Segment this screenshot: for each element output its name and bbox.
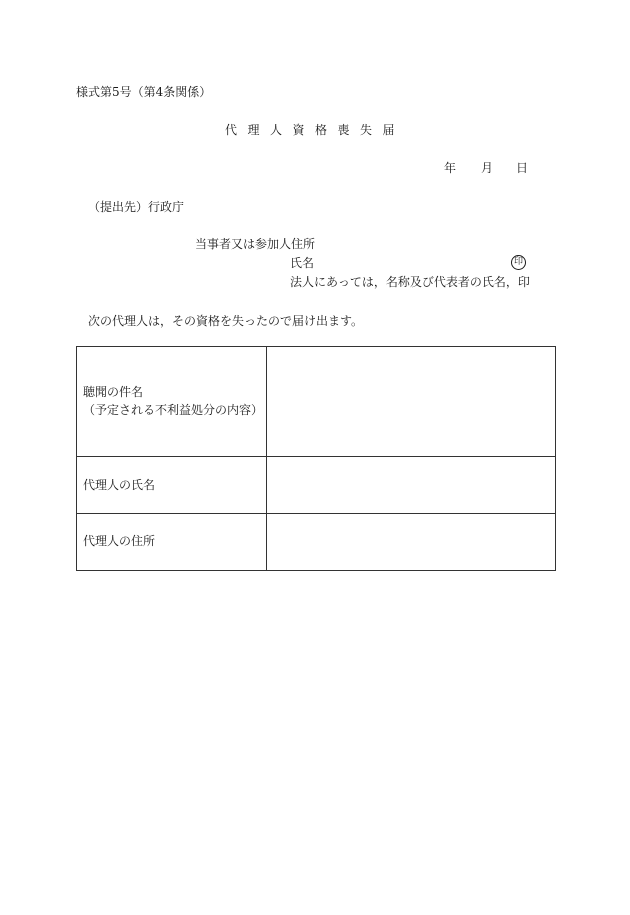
label-agent-name [77, 457, 267, 514]
table-row-agent-address [77, 514, 556, 571]
value-agent-name[interactable] [267, 457, 556, 514]
seal-icon: 印 [511, 255, 526, 270]
date-month-label: 月 [481, 161, 494, 175]
addressee: （提出先）行政庁 [88, 200, 185, 214]
corporate-note: 法人にあっては，名称及び代表者の氏名，印 [290, 275, 530, 289]
document-title: 代理人資格喪失届 [225, 123, 406, 137]
table-row-hearing-subject [77, 347, 556, 457]
applicant-name-label: 氏名 [290, 256, 315, 270]
label-agent-address [77, 514, 267, 571]
value-hearing-subject[interactable] [267, 347, 556, 457]
label-line: 代理人の氏名 [83, 477, 156, 492]
table-row-agent-name [77, 457, 556, 514]
label-line: （予定される不利益処分の内容） [83, 402, 264, 417]
label-line: 聴聞の件名 [83, 385, 144, 400]
label-line: 代理人の住所 [83, 534, 156, 549]
form-number: 様式第5号（第4条関係） [76, 85, 212, 99]
value-agent-address[interactable] [267, 514, 556, 571]
applicant-address-label: 当事者又は参加人住所 [195, 237, 316, 251]
label-hearing-subject [77, 347, 267, 457]
info-table [76, 346, 556, 571]
date-year-label: 年 [444, 161, 457, 175]
statement-text: 次の代理人は，その資格を失ったので届け出ます。 [88, 314, 364, 328]
date-day-label: 日 [516, 161, 529, 175]
